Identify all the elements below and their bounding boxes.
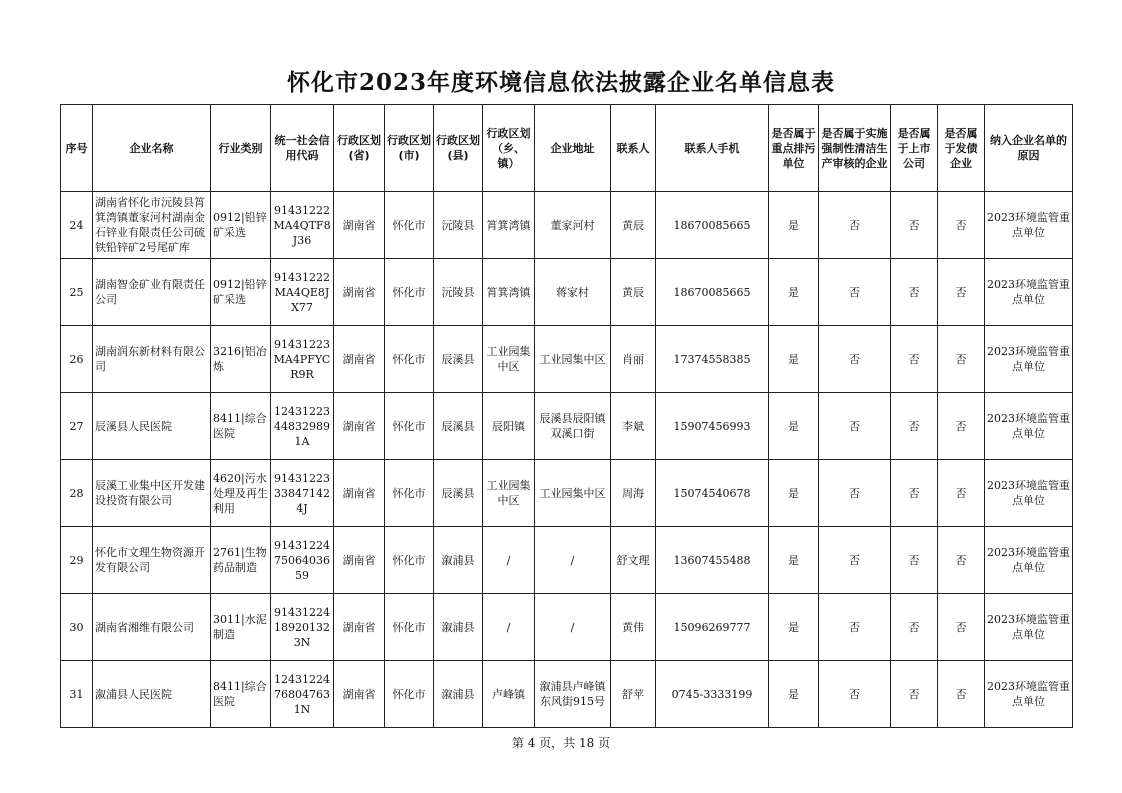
col-key-polluter-cell: 是 bbox=[769, 192, 819, 259]
col-listed-cell: 否 bbox=[891, 527, 938, 594]
col-reason-cell: 2023环境监管重点单位 bbox=[985, 661, 1073, 728]
col-key-polluter-cell: 是 bbox=[769, 527, 819, 594]
col-key-polluter-cell: 是 bbox=[769, 594, 819, 661]
col-listed-cell: 否 bbox=[891, 326, 938, 393]
col-phone-cell: 0745-3333199 bbox=[656, 661, 769, 728]
col-reason-cell: 2023环境监管重点单位 bbox=[985, 527, 1073, 594]
col-company-name-cell: 湖南润东新材料有限公司 bbox=[93, 326, 211, 393]
col-contact-cell: 黄伟 bbox=[611, 594, 656, 661]
col-index-header: 序号 bbox=[61, 105, 93, 192]
col-reason-cell: 2023环境监管重点单位 bbox=[985, 259, 1073, 326]
col-clean-audit-cell: 否 bbox=[819, 393, 891, 460]
col-phone-header: 联系人手机 bbox=[656, 105, 769, 192]
col-town-cell: 工业园集中区 bbox=[483, 326, 535, 393]
col-industry-cell: 0912|铅锌矿采选 bbox=[211, 192, 271, 259]
col-address-cell: 蒋家村 bbox=[535, 259, 611, 326]
col-industry-cell: 0912|铅锌矿采选 bbox=[211, 259, 271, 326]
col-industry-cell: 3216|铝冶炼 bbox=[211, 326, 271, 393]
table-row bbox=[61, 393, 1073, 460]
col-address-cell: / bbox=[535, 527, 611, 594]
col-credit-code-cell: 91431222MA4QTF8J36 bbox=[271, 192, 334, 259]
col-industry-header: 行业类别 bbox=[211, 105, 271, 192]
col-industry-cell: 8411|综合医院 bbox=[211, 661, 271, 728]
col-town-cell: 工业园集中区 bbox=[483, 460, 535, 527]
col-industry-cell: 3011|水泥制造 bbox=[211, 594, 271, 661]
col-contact-cell: 黄辰 bbox=[611, 192, 656, 259]
col-clean-audit-cell: 否 bbox=[819, 460, 891, 527]
col-city-cell: 怀化市 bbox=[385, 259, 434, 326]
col-clean-audit-cell: 否 bbox=[819, 259, 891, 326]
col-contact-cell: 李斌 bbox=[611, 393, 656, 460]
col-index-cell: 31 bbox=[61, 661, 93, 728]
col-phone-cell: 13607455488 bbox=[656, 527, 769, 594]
col-key-polluter-cell: 是 bbox=[769, 326, 819, 393]
col-province-cell: 湖南省 bbox=[334, 393, 385, 460]
col-town-header: 行政区划（乡、镇） bbox=[483, 105, 535, 192]
col-clean-audit-cell: 否 bbox=[819, 661, 891, 728]
enterprise-table bbox=[60, 104, 1073, 728]
col-contact-cell: 周海 bbox=[611, 460, 656, 527]
table-row bbox=[61, 594, 1073, 661]
col-listed-cell: 否 bbox=[891, 460, 938, 527]
col-credit-code-cell: 914312247506403659 bbox=[271, 527, 334, 594]
col-key-polluter-cell: 是 bbox=[769, 393, 819, 460]
col-phone-cell: 17374558385 bbox=[656, 326, 769, 393]
table-row bbox=[61, 192, 1073, 259]
col-company-name-cell: 辰溪县人民医院 bbox=[93, 393, 211, 460]
col-contact-header: 联系人 bbox=[611, 105, 656, 192]
col-county-cell: 辰溪县 bbox=[434, 393, 483, 460]
col-clean-audit-cell: 否 bbox=[819, 527, 891, 594]
col-phone-cell: 18670085665 bbox=[656, 192, 769, 259]
col-reason-cell: 2023环境监管重点单位 bbox=[985, 393, 1073, 460]
col-credit-code-cell: 91431222MA4QE8JX77 bbox=[271, 259, 334, 326]
col-company-name-cell: 辰溪工业集中区开发建设投资有限公司 bbox=[93, 460, 211, 527]
col-clean-audit-header: 是否属于实施强制性清洁生产审核的企业 bbox=[819, 105, 891, 192]
col-county-cell: 溆浦县 bbox=[434, 661, 483, 728]
col-listed-cell: 否 bbox=[891, 661, 938, 728]
col-credit-code-cell: 91431223MA4PFYCR9R bbox=[271, 326, 334, 393]
col-city-cell: 怀化市 bbox=[385, 661, 434, 728]
col-listed-cell: 否 bbox=[891, 259, 938, 326]
col-county-cell: 溆浦县 bbox=[434, 527, 483, 594]
col-reason-header: 纳入企业名单的原因 bbox=[985, 105, 1073, 192]
col-address-cell: / bbox=[535, 594, 611, 661]
col-county-cell: 溆浦县 bbox=[434, 594, 483, 661]
col-bond-cell: 否 bbox=[938, 527, 985, 594]
table-row bbox=[61, 259, 1073, 326]
page-footer: 第 4 页，共 18 页 bbox=[511, 736, 611, 750]
col-address-cell: 工业园集中区 bbox=[535, 326, 611, 393]
col-county-cell: 辰溪县 bbox=[434, 326, 483, 393]
col-industry-cell: 4620|污水处理及再生利用 bbox=[211, 460, 271, 527]
col-city-cell: 怀化市 bbox=[385, 393, 434, 460]
col-listed-cell: 否 bbox=[891, 192, 938, 259]
col-credit-code-header: 统一社会信用代码 bbox=[271, 105, 334, 192]
col-bond-cell: 否 bbox=[938, 393, 985, 460]
col-county-cell: 辰溪县 bbox=[434, 460, 483, 527]
col-company-name-cell: 怀化市文理生物资源开发有限公司 bbox=[93, 527, 211, 594]
col-province-cell: 湖南省 bbox=[334, 192, 385, 259]
col-bond-cell: 否 bbox=[938, 460, 985, 527]
col-key-polluter-header: 是否属于重点排污单位 bbox=[769, 105, 819, 192]
table-row bbox=[61, 527, 1073, 594]
document-title: 怀化市2023年度环境信息依法披露企业名单信息表 bbox=[286, 69, 835, 96]
col-contact-cell: 肖丽 bbox=[611, 326, 656, 393]
col-bond-header: 是否属于发债企业 bbox=[938, 105, 985, 192]
col-town-cell: 卢峰镇 bbox=[483, 661, 535, 728]
col-clean-audit-cell: 否 bbox=[819, 326, 891, 393]
table-row bbox=[61, 460, 1073, 527]
col-index-cell: 30 bbox=[61, 594, 93, 661]
col-listed-cell: 否 bbox=[891, 594, 938, 661]
col-index-cell: 24 bbox=[61, 192, 93, 259]
col-reason-cell: 2023环境监管重点单位 bbox=[985, 594, 1073, 661]
col-county-cell: 沅陵县 bbox=[434, 259, 483, 326]
col-county-cell: 沅陵县 bbox=[434, 192, 483, 259]
col-county-header: 行政区划(县) bbox=[434, 105, 483, 192]
col-contact-cell: 舒文理 bbox=[611, 527, 656, 594]
col-city-cell: 怀化市 bbox=[385, 460, 434, 527]
col-city-cell: 怀化市 bbox=[385, 326, 434, 393]
col-clean-audit-cell: 否 bbox=[819, 594, 891, 661]
col-city-header: 行政区划(市) bbox=[385, 105, 434, 192]
col-key-polluter-cell: 是 bbox=[769, 460, 819, 527]
col-province-cell: 湖南省 bbox=[334, 326, 385, 393]
col-phone-cell: 15074540678 bbox=[656, 460, 769, 527]
col-address-header: 企业地址 bbox=[535, 105, 611, 192]
col-province-header: 行政区划(省) bbox=[334, 105, 385, 192]
col-address-cell: 溆浦县卢峰镇东风街915号 bbox=[535, 661, 611, 728]
col-bond-cell: 否 bbox=[938, 259, 985, 326]
col-reason-cell: 2023环境监管重点单位 bbox=[985, 326, 1073, 393]
col-address-cell: 辰溪县辰阳镇双溪口街 bbox=[535, 393, 611, 460]
col-town-cell: / bbox=[483, 527, 535, 594]
col-listed-header: 是否属于上市公司 bbox=[891, 105, 938, 192]
col-industry-cell: 8411|综合医院 bbox=[211, 393, 271, 460]
col-company-name-cell: 湖南智金矿业有限责任公司 bbox=[93, 259, 211, 326]
col-province-cell: 湖南省 bbox=[334, 259, 385, 326]
col-town-cell: 筲箕湾镇 bbox=[483, 259, 535, 326]
col-index-cell: 28 bbox=[61, 460, 93, 527]
col-company-name-cell: 溆浦县人民医院 bbox=[93, 661, 211, 728]
col-credit-code-cell: 91431224189201323N bbox=[271, 594, 334, 661]
col-province-cell: 湖南省 bbox=[334, 661, 385, 728]
col-index-cell: 29 bbox=[61, 527, 93, 594]
col-city-cell: 怀化市 bbox=[385, 192, 434, 259]
table-row bbox=[61, 661, 1073, 728]
col-contact-cell: 舒苹 bbox=[611, 661, 656, 728]
col-company-name-header: 企业名称 bbox=[93, 105, 211, 192]
col-province-cell: 湖南省 bbox=[334, 460, 385, 527]
col-town-cell: 辰阳镇 bbox=[483, 393, 535, 460]
col-key-polluter-cell: 是 bbox=[769, 259, 819, 326]
table-row bbox=[61, 326, 1073, 393]
col-index-cell: 27 bbox=[61, 393, 93, 460]
col-bond-cell: 否 bbox=[938, 192, 985, 259]
col-reason-cell: 2023环境监管重点单位 bbox=[985, 460, 1073, 527]
col-phone-cell: 18670085665 bbox=[656, 259, 769, 326]
col-address-cell: 工业园集中区 bbox=[535, 460, 611, 527]
col-province-cell: 湖南省 bbox=[334, 594, 385, 661]
col-bond-cell: 否 bbox=[938, 661, 985, 728]
col-key-polluter-cell: 是 bbox=[769, 661, 819, 728]
col-province-cell: 湖南省 bbox=[334, 527, 385, 594]
col-index-cell: 26 bbox=[61, 326, 93, 393]
col-industry-cell: 2761|生物药品制造 bbox=[211, 527, 271, 594]
col-listed-cell: 否 bbox=[891, 393, 938, 460]
col-address-cell: 董家河村 bbox=[535, 192, 611, 259]
col-reason-cell: 2023环境监管重点单位 bbox=[985, 192, 1073, 259]
col-town-cell: / bbox=[483, 594, 535, 661]
col-bond-cell: 否 bbox=[938, 326, 985, 393]
col-credit-code-cell: 12431223448329891A bbox=[271, 393, 334, 460]
col-credit-code-cell: 91431223338471424J bbox=[271, 460, 334, 527]
col-clean-audit-cell: 否 bbox=[819, 192, 891, 259]
col-contact-cell: 黄辰 bbox=[611, 259, 656, 326]
col-town-cell: 筲箕湾镇 bbox=[483, 192, 535, 259]
col-phone-cell: 15096269777 bbox=[656, 594, 769, 661]
col-phone-cell: 15907456993 bbox=[656, 393, 769, 460]
col-credit-code-cell: 12431224768047631N bbox=[271, 661, 334, 728]
header-row bbox=[61, 105, 1073, 192]
col-bond-cell: 否 bbox=[938, 594, 985, 661]
col-company-name-cell: 湖南省怀化市沅陵县筲箕湾镇董家河村湖南金石锌业有限责任公司硫铁铅锌矿2号尾矿库 bbox=[93, 192, 211, 259]
col-city-cell: 怀化市 bbox=[385, 527, 434, 594]
col-index-cell: 25 bbox=[61, 259, 93, 326]
col-city-cell: 怀化市 bbox=[385, 594, 434, 661]
col-company-name-cell: 湖南省湘维有限公司 bbox=[93, 594, 211, 661]
